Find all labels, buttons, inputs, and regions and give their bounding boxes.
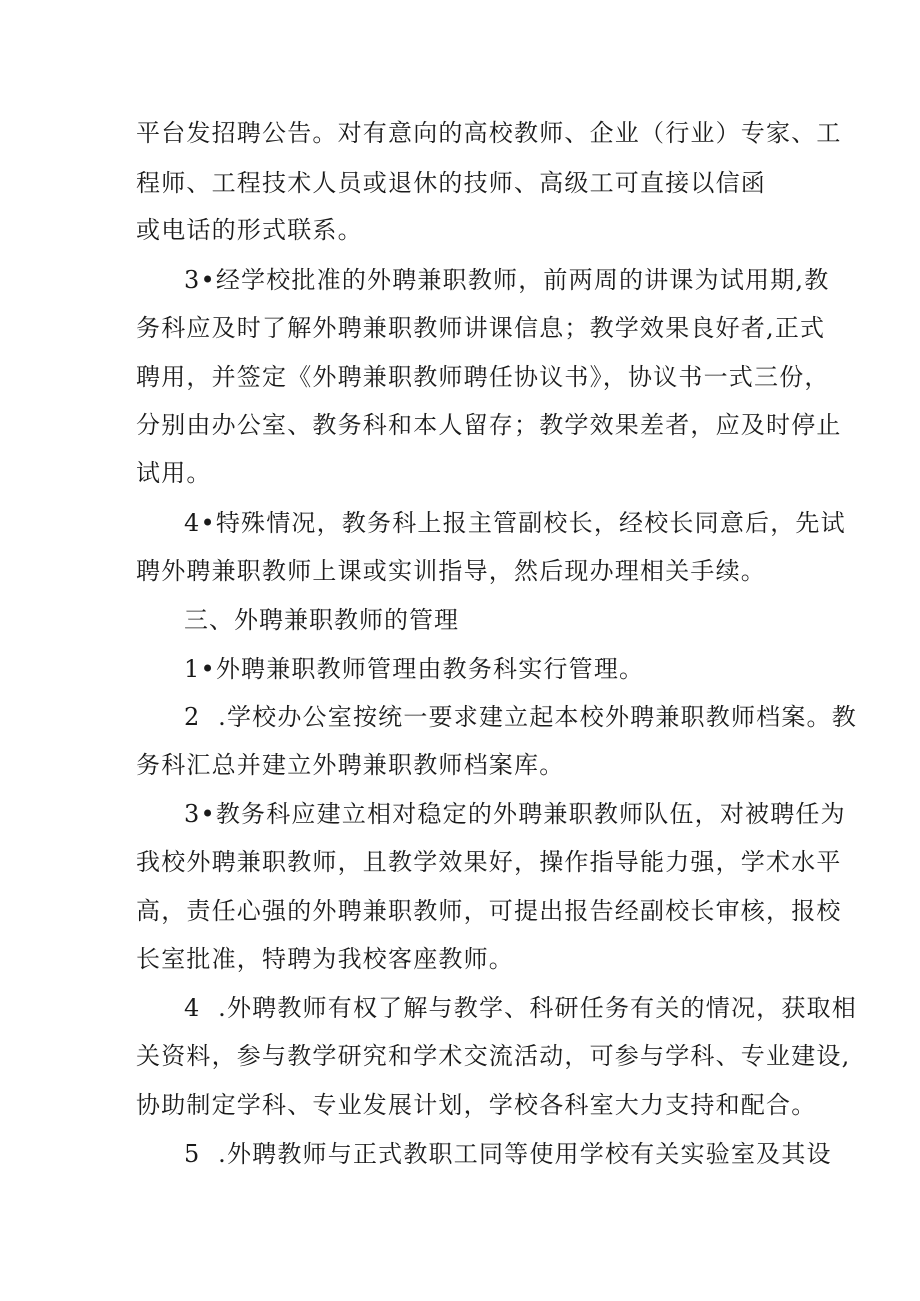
management-item-3-line-4: 长室批准，特聘为我校客座教师。: [136, 945, 514, 973]
management-item-3-line-1: 3•教务科应建立相对稳定的外聘兼职教师队伍，对被聘任为: [184, 800, 846, 828]
paragraph-3-line-4: 分别由办公室、教务科和本人留存；教学效果差者，应及时停止: [136, 411, 842, 439]
text-line-1: 平台发招聘公告。对有意向的高校教师、企业（行业）专家、工: [136, 119, 842, 147]
management-item-2-line-1: 2 .学校办公室按统一要求建立起本校外聘兼职教师档案。教: [184, 703, 857, 731]
paragraph-4-line-1: 4•特殊情况，教务科上报主管副校长，经校长同意后，先试: [184, 509, 846, 537]
management-item-4-line-2: 关资料，参与教学研究和学术交流活动，可参与学科、专业建设,: [136, 1042, 851, 1070]
management-item-2-line-2: 务科汇总并建立外聘兼职教师档案库。: [136, 751, 565, 779]
paragraph-3-line-2: 务科应及时了解外聘兼职教师讲课信息；教学效果良好者,正式: [136, 314, 826, 342]
text-line-2: 程师、工程技术人员或退休的技师、高级工可直接以信函: [136, 169, 766, 197]
paragraph-3-line-3: 聘用，并签定《外聘兼职教师聘任协议书》，协议书一式三份，: [136, 363, 830, 391]
management-item-3-line-2: 我校外聘兼职教师，且教学效果好，操作指导能力强，学术水平: [136, 848, 842, 876]
management-item-4-line-3: 协助制定学科、专业发展计划，学校各科室大力支持和配合。: [136, 1091, 817, 1119]
management-item-4-line-1: 4 .外聘教师有权了解与教学、科研任务有关的情况，获取相: [184, 994, 857, 1022]
management-item-3-line-3: 高，责任心强的外聘兼职教师，可提出报告经副校长审核，报校: [136, 897, 842, 925]
section-heading: 三、外聘兼职教师的管理: [184, 606, 459, 634]
paragraph-3-line-1: 3•经学校批准的外聘兼职教师，前两周的讲课为试用期,教: [184, 266, 830, 294]
management-item-5-line-1: 5 .外聘教师与正式教职工同等使用学校有关实验室及其设: [184, 1140, 832, 1168]
text-line-3: 或电话的形式联系。: [136, 216, 363, 244]
management-item-1: 1•外聘兼职教师管理由教务科实行管理。: [184, 655, 645, 683]
paragraph-3-line-5: 试用。: [136, 459, 212, 487]
paragraph-4-line-2: 聘外聘兼职教师上课或实训指导，然后现办理相关手续。: [136, 557, 766, 585]
